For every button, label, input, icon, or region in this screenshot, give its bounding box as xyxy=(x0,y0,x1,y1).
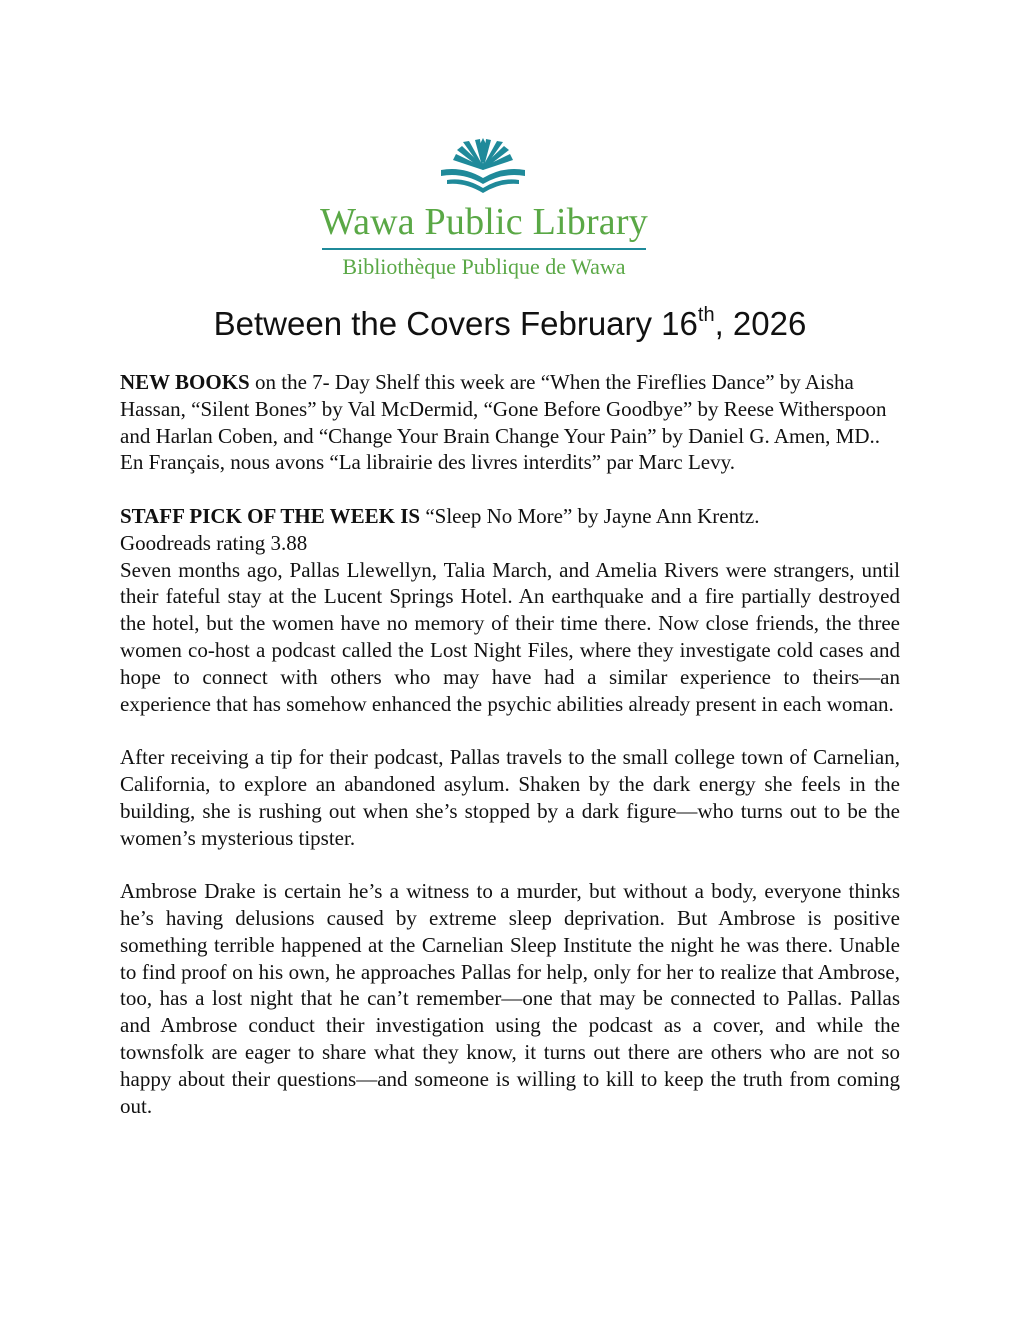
title-superscript: th xyxy=(697,304,715,326)
newsletter-body xyxy=(120,369,900,1119)
library-name: Wawa Public Library xyxy=(320,201,648,243)
logo-divider xyxy=(322,248,646,250)
goodreads-rating: Goodreads rating 3.88 xyxy=(120,530,308,555)
title-year: , 2026 xyxy=(714,305,807,342)
library-subtitle: Bibliothèque Publique de Wawa xyxy=(342,254,626,279)
new-books-heading: NEW BOOKS xyxy=(120,370,250,394)
page-title xyxy=(0,298,1020,350)
title-main: Between the Covers February 16 xyxy=(213,305,698,342)
new-books-text: on the 7- Day Shelf this week are “When the Fireflies Dance” by Aisha Hassan, “Silent Bones” by Val McDermid, “Gone Before Goodbye” by Reese Witherspoon and Harlan Coben, and “Change Your Brain Change Your Pain” by Daniel G. Amen, MD.. xyxy=(120,370,887,448)
french-books-line: En Français, nous avons “La librairie des livres interdits” par Marc Levy. xyxy=(120,450,736,475)
synopsis-paragraph: Seven months ago, Pallas Llewellyn, Talia March, and Amelia Rivers were strangers, until their fateful stay at the Lucent Springs Hotel. An earthquake and a fire partially destroyed the hotel, but the women have no memory of their time there. Now close friends, the three women co-host a podcast called the Lost Night Files, where they investigate cold cases and hope to connect with others who may have had a similar experience to theirs—an experience that has somehow enhanced the psychic abilities already present in each woman. xyxy=(120,557,900,716)
library-logo xyxy=(318,136,650,286)
synopsis-paragraph: After receiving a tip for their podcast, Pallas travels to the small college town of Carnelian, California, to explore an abandoned asylum. Shaken by the dark energy she feels in the building, she is rushing out when she’s stopped by a dark figure—who turns out to be the women’s mysterious tipster. xyxy=(120,745,900,850)
staff-pick-line xyxy=(120,503,900,530)
staff-pick-title: “Sleep No More” by Jayne Ann Krentz. xyxy=(420,503,760,528)
staff-pick-heading: STAFF PICK OF THE WEEK IS xyxy=(120,503,421,528)
synopsis-paragraph: Ambrose Drake is certain he’s a witness to a murder, but without a body, everyone thinks he’s having delusions caused by extreme sleep deprivation. But Ambrose is positive something terrible happened at the Carnelian Sleep Institute the night he was there. Unable to find proof on his own, he approaches Pallas for help, only for her to realize that Ambrose, too, has a lost night that he can’t remember—one that may be connected to Pallas. Pallas and Ambrose conduct their investigation using the podcast as a cover, and while the townsfolk are eager to share what they know, it turns out there are others who are not so happy about their questions—and someone is willing to kill to keep the truth from coming out. xyxy=(120,879,900,1118)
new-books-paragraph xyxy=(120,369,900,449)
book-fan-icon xyxy=(433,136,533,200)
